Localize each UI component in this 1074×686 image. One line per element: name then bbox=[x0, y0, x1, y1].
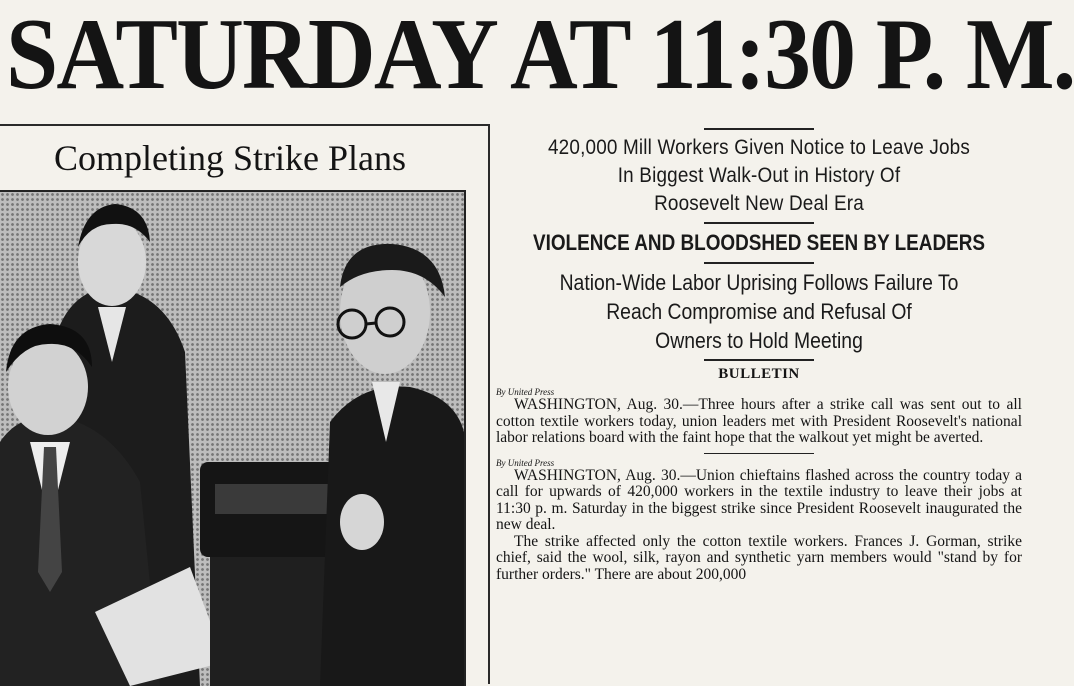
story-paragraph: WASHINGTON, Aug. 30.—Union chieftains flashed across the country today a call for upwards of 420,000 workers in the textile industry to leave their jobs at 11:30 p. m. Saturday in the biggest strike since President Roosevelt inaugurated the new deal. bbox=[496, 466, 1022, 533]
deck-rule bbox=[704, 262, 814, 264]
photo-figures bbox=[0, 192, 464, 686]
deck-line: Nation-Wide Labor Uprising Follows Failure To bbox=[559, 270, 959, 295]
bulletin-label: BULLETIN bbox=[718, 366, 800, 382]
story-paragraph: The strike affected only the cotton textile workers. Frances J. Gorman, strike chief, said the wool, silk, rayon and synthetic yarn members would "stand by for further orders." There are about 200,000 bbox=[496, 532, 1022, 583]
photo-title: Completing Strike Plans bbox=[53, 138, 406, 178]
top-rule bbox=[0, 124, 490, 126]
story-column bbox=[494, 124, 1024, 583]
wire-credit: By United Press bbox=[496, 457, 555, 468]
deck-line: In Biggest Walk-Out in History Of bbox=[617, 164, 901, 187]
deck-line: Owners to Hold Meeting bbox=[655, 328, 863, 353]
headline: SATURDAY AT 11:30 P. M. bbox=[6, 0, 1074, 111]
deck-line: Roosevelt New Deal Era bbox=[654, 192, 864, 215]
subhead-bold: VIOLENCE AND BLOODSHED SEEN BY LEADERS bbox=[532, 230, 986, 255]
deck-rule bbox=[704, 359, 814, 361]
deck-line: 420,000 Mill Workers Given Notice to Leave Jobs bbox=[547, 136, 971, 159]
column-divider bbox=[488, 124, 490, 684]
news-photo bbox=[0, 190, 466, 686]
section-rule bbox=[704, 453, 814, 454]
deck-line: Reach Compromise and Refusal Of bbox=[606, 299, 912, 324]
deck-rule bbox=[704, 222, 814, 224]
wire-credit: By United Press bbox=[496, 387, 555, 397]
bulletin-paragraph: WASHINGTON, Aug. 30.—Three hours after a strike call was sent out to all cotton textile workers today, union leaders met with President Roosevelt's national labor relations board with the faint hope that the walkout yet might be averted. bbox=[496, 396, 1022, 446]
deck-rule bbox=[704, 128, 814, 130]
